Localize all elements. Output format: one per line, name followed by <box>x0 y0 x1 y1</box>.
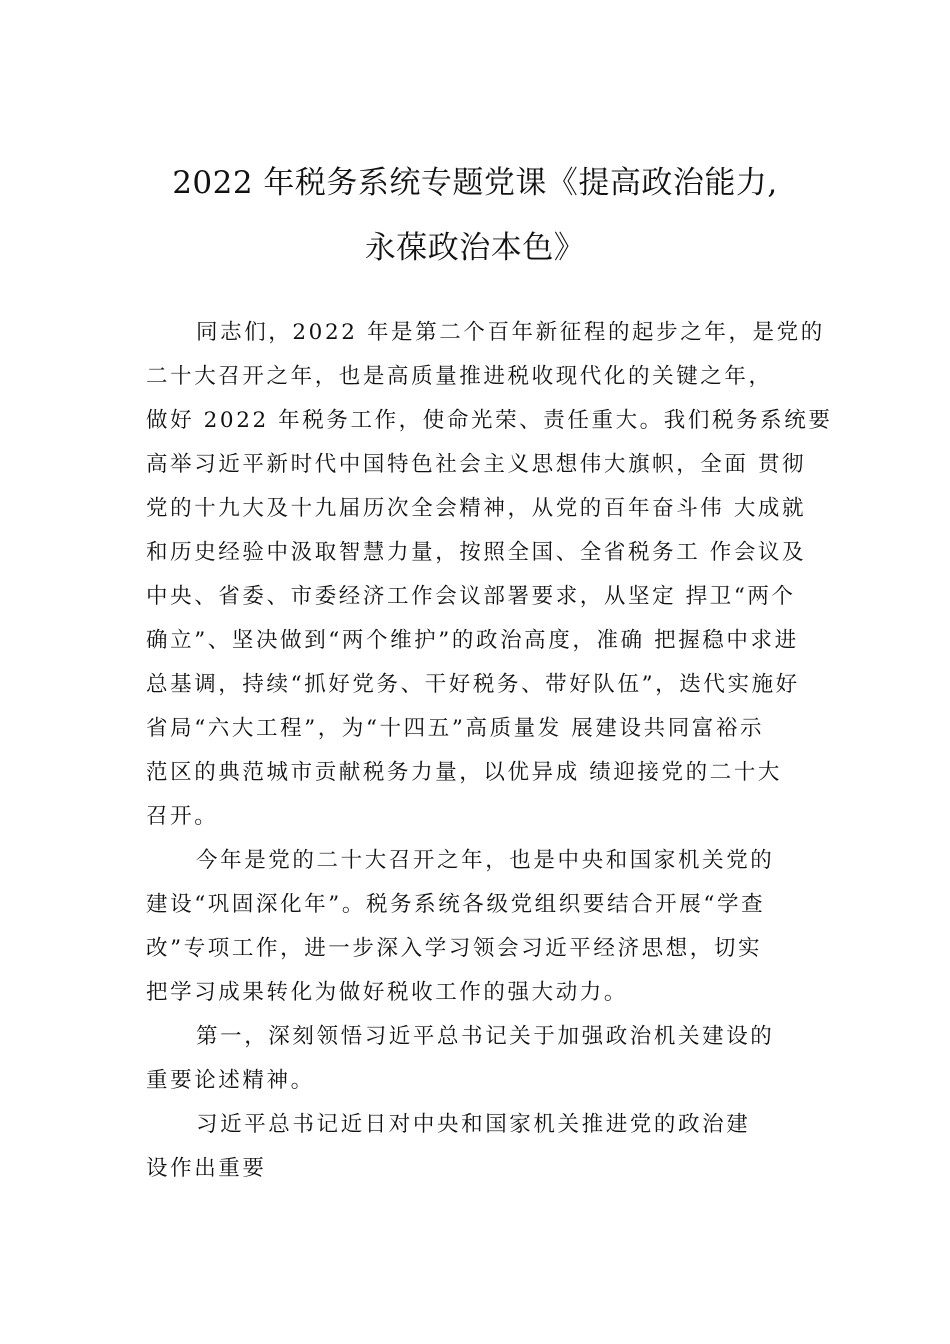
paragraph-1-line: 高举习近平新时代中国特色社会主义思想伟大旗帜，全面 贯彻 <box>146 452 807 477</box>
document-title-line-1: 2022 年税务系统专题党课《提高政治能力, <box>172 165 778 201</box>
document-title-line-2: 永葆政治本色》 <box>364 230 586 266</box>
paragraph-1-line: 召开。 <box>146 804 219 829</box>
paragraph-1-line: 中央、省委、市委经济工作会议部署要求，从坚定 捍卫“两个 <box>146 584 796 609</box>
paragraph-3-line: 第一，深刻领悟习近平总书记关于加强政治机关建设的 <box>196 1024 775 1049</box>
paragraph-2-line: 改”专项工作，进一步深入学习领会习近平经济思想，切实 <box>146 936 763 961</box>
paragraph-1-line: 确立”、坚决做到“两个维护”的政治高度，准确 把握稳中求进 <box>146 628 799 653</box>
paragraph-1-line: 和历史经验中汲取智慧力量，按照全国、全省税务工 作会议及 <box>146 540 807 565</box>
paragraph-3-line: 重要论述精神。 <box>146 1068 315 1093</box>
paragraph-1-line: 同志们，2022 年是第二个百年新征程的起步之年，是党的 <box>196 320 825 345</box>
paragraph-1-line: 党的十九大及十九届历次全会精神，从党的百年奋斗伟 大成就 <box>146 496 807 521</box>
paragraph-2-line: 建设“巩固深化年”。税务系统各级党组织要结合开展“学查 <box>146 892 766 917</box>
paragraph-1-line: 做好 2022 年税务工作，使命光荣、责任重大。我们税务系统要 <box>146 408 833 433</box>
paragraph-1-line: 范区的典范城市贡献税务力量，以优异成 绩迎接党的二十大 <box>146 760 783 785</box>
paragraph-2-line: 把学习成果转化为做好税收工作的强大动力。 <box>146 980 629 1005</box>
paragraph-4-line: 习近平总书记近日对中央和国家机关推进党的政治建 <box>196 1112 751 1137</box>
paragraph-1-line: 二十大召开之年，也是高质量推进税收现代化的关键之年， <box>146 364 773 389</box>
paragraph-1-line: 总基调，持续“抓好党务、干好税务、带好队伍”，迭代实施好 <box>146 672 800 697</box>
paragraph-2-line: 今年是党的二十大召开之年，也是中央和国家机关党的 <box>196 848 775 873</box>
paragraph-1-line: 省局“六大工程”，为“十四五”高质量发 展建设共同富裕示 <box>146 716 765 741</box>
paragraph-4-line: 设作出重要 <box>146 1156 267 1181</box>
